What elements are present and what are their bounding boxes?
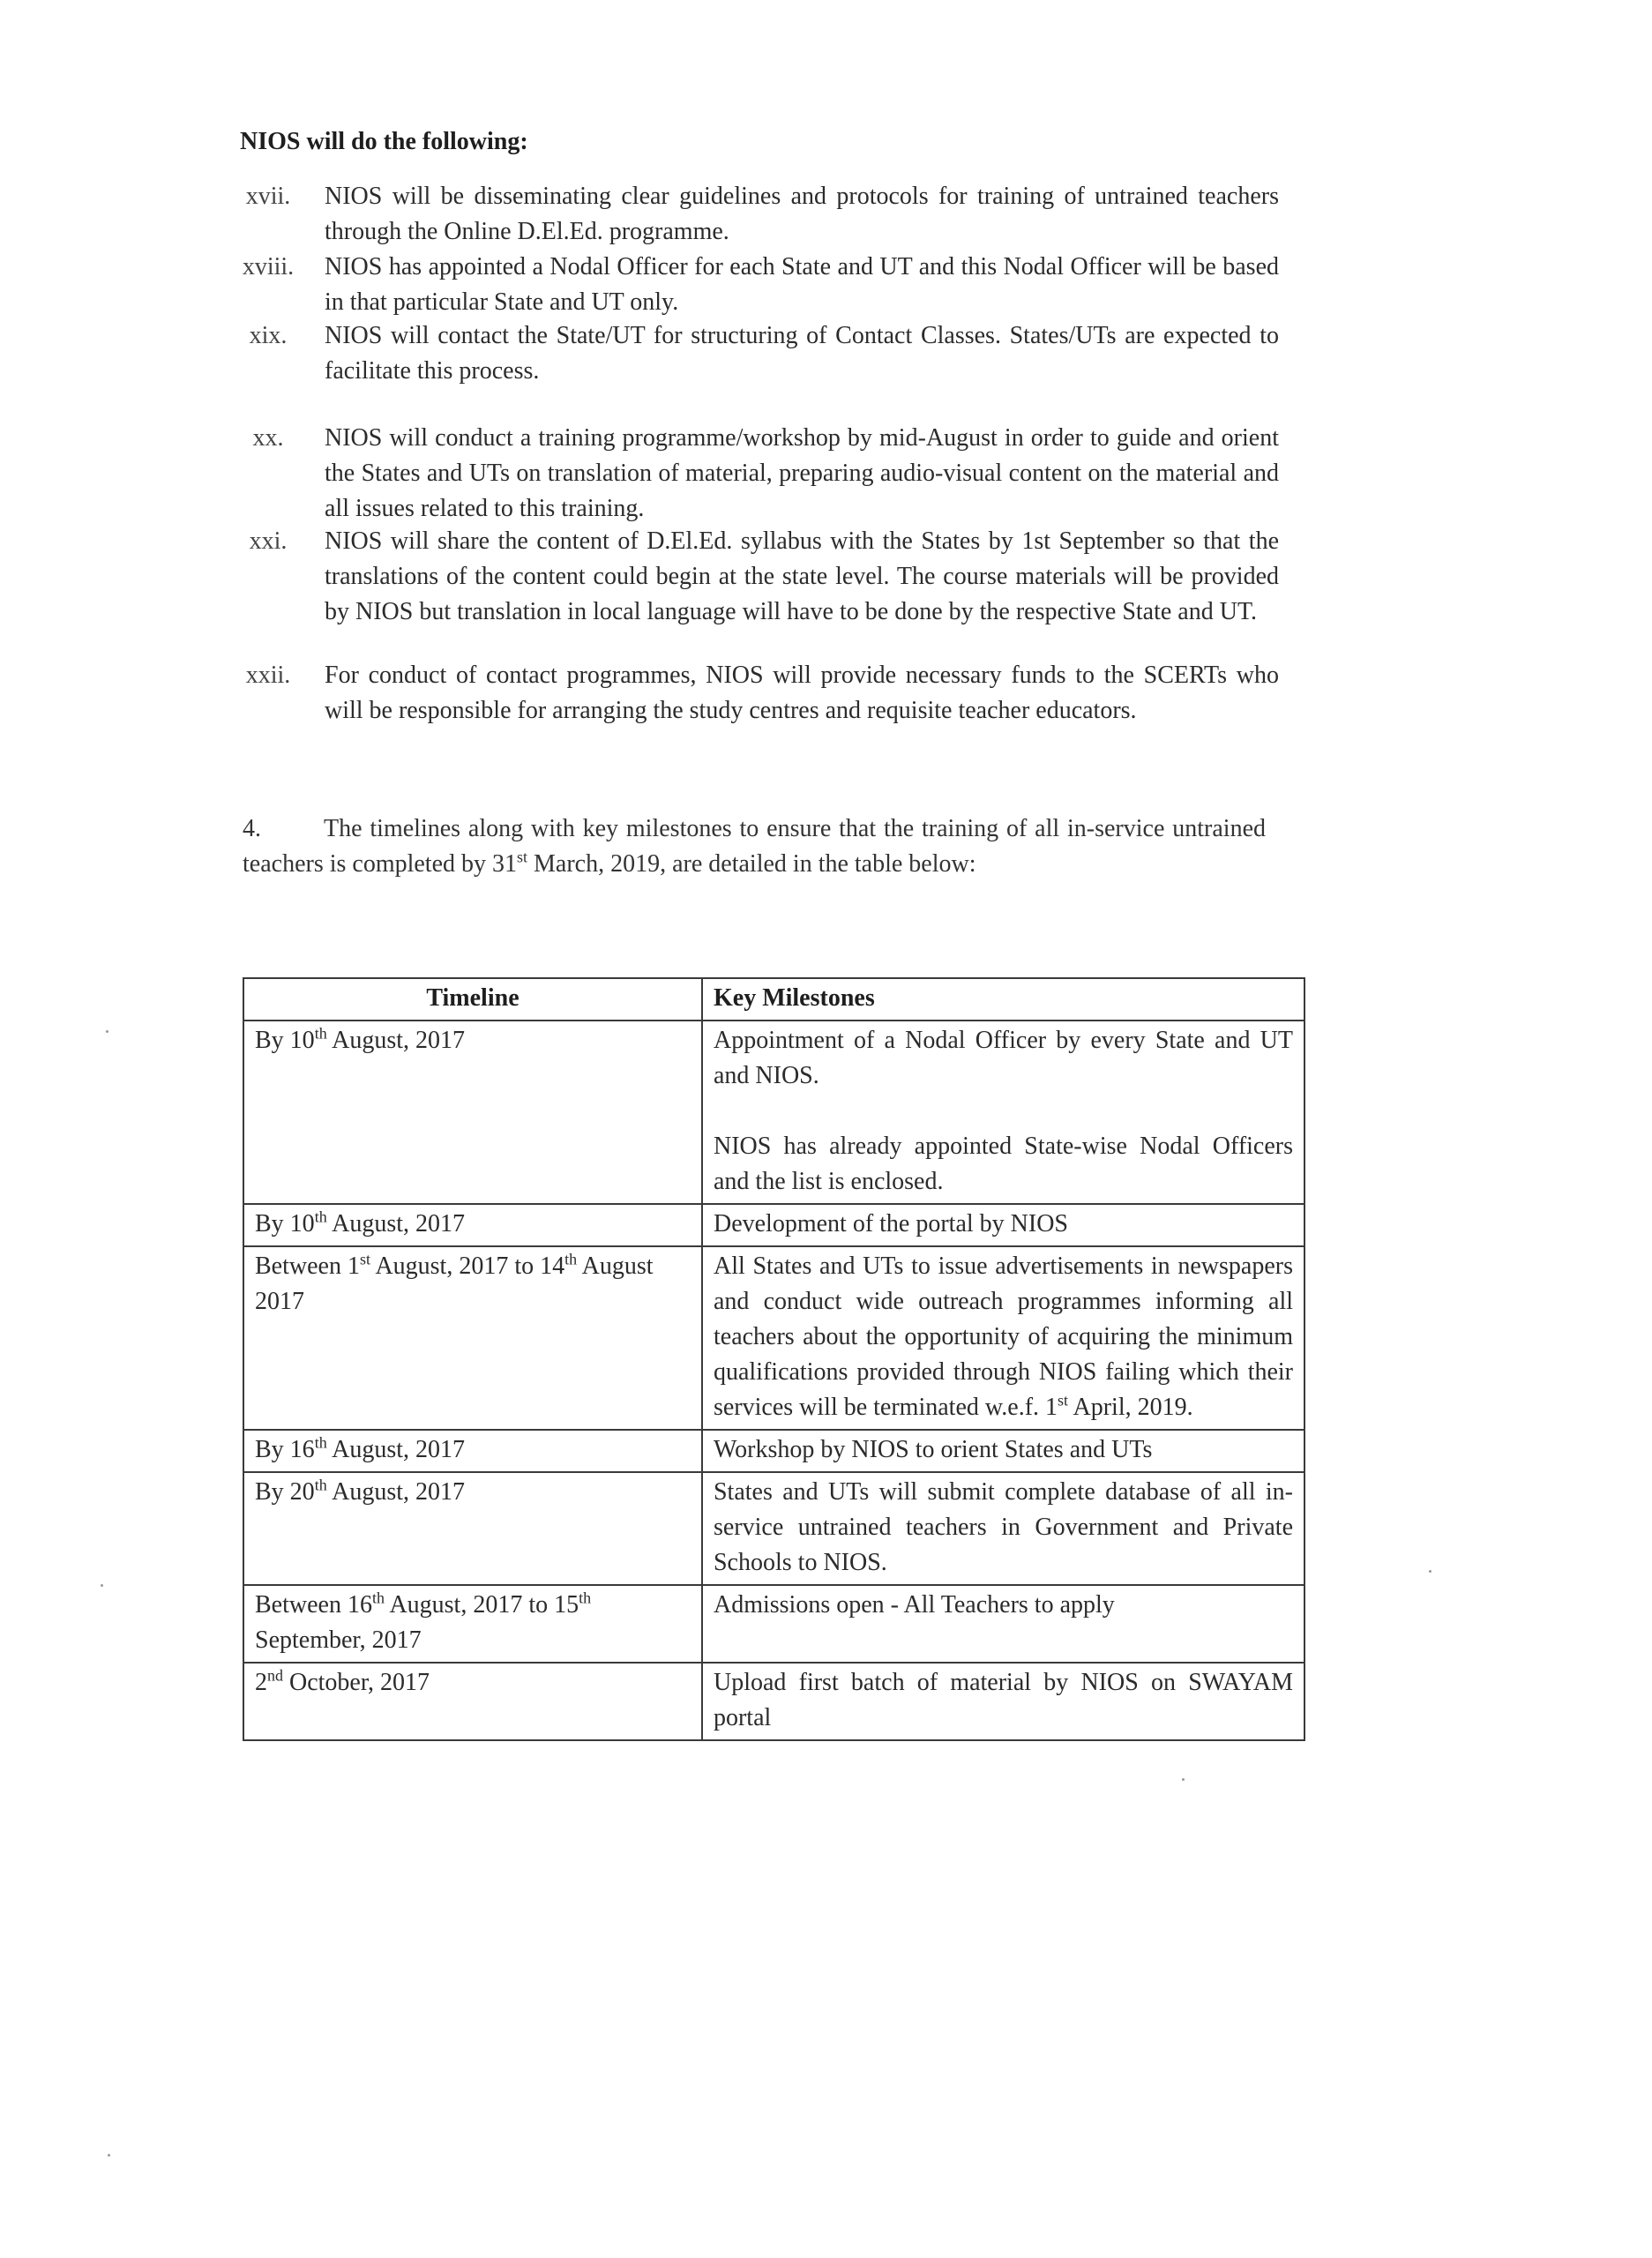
list-item-text: For conduct of contact programmes, NIOS will provide necessary funds to the SCERTs who will be responsible for arranging the study centres and requisite teacher educators. bbox=[325, 662, 1279, 724]
list-item-text: NIOS will be disseminating clear guidelines and protocols for training of untrained teachers through the Online D.El.Ed. programme. bbox=[325, 183, 1279, 245]
milestone-text: Admissions open - All Teachers to apply bbox=[713, 1591, 1115, 1619]
paragraph-text: The timelines along with key milestones to ensure that the training of all in-service untrained teachers is completed by 31 bbox=[243, 815, 1266, 878]
milestone-text: Workshop by NIOS to orient States and UTs bbox=[713, 1436, 1153, 1463]
timeline-text: Between 16 bbox=[255, 1591, 372, 1619]
list-item-number: xxii. bbox=[245, 662, 291, 689]
timeline-sup: th bbox=[314, 1208, 327, 1226]
table-row bbox=[243, 1021, 1304, 1204]
table-row bbox=[243, 1663, 1304, 1740]
list-item-xxii bbox=[212, 658, 1279, 729]
table-header-row bbox=[243, 978, 1304, 1021]
timeline-cell bbox=[243, 1204, 702, 1246]
scan-speck bbox=[1429, 1570, 1431, 1573]
milestone-text: All States and UTs to issue advertisements in newspapers and conduct wide outreach programmes informing all teachers about the opportunity of acquiring the minimum qualifications provided through NIOS failing which their services will be terminated w.e.f. 1 bbox=[713, 1252, 1293, 1421]
list-item-text: NIOS will conduct a training programme/workshop by mid-August in order to guide and orient the States and UTs on translation of material, preparing audio-visual content on the material and all issues related to this training. bbox=[325, 424, 1279, 522]
timeline-cell bbox=[243, 1021, 702, 1204]
column-header-key-milestones: Key Milestones bbox=[702, 978, 1304, 1021]
section-heading: NIOS will do the following: bbox=[240, 128, 528, 155]
list-item-number: xxi. bbox=[249, 527, 288, 555]
scan-speck bbox=[101, 1584, 103, 1587]
list-item-text: NIOS will contact the State/UT for structuring of Contact Classes. States/UTs are expected to facilitate this process. bbox=[325, 322, 1279, 385]
list-item-xviii bbox=[212, 250, 1279, 320]
list-item-xx bbox=[212, 421, 1279, 527]
timeline-cell bbox=[243, 1472, 702, 1585]
scan-speck bbox=[1182, 1778, 1185, 1781]
timeline-text: Between 1 bbox=[255, 1252, 360, 1280]
timeline-text: By 10 bbox=[255, 1210, 315, 1237]
list-item-number: xviii. bbox=[242, 253, 295, 280]
timeline-text: By 16 bbox=[255, 1436, 315, 1463]
timeline-sup: st bbox=[359, 1250, 370, 1268]
milestone-text: Upload first batch of material by NIOS on SWAYAM portal bbox=[713, 1669, 1293, 1731]
column-header-timeline: Timeline bbox=[243, 978, 702, 1021]
timeline-text: August, 2017 bbox=[326, 1478, 466, 1506]
timeline-cell bbox=[243, 1585, 702, 1663]
milestone-text: April, 2019. bbox=[1068, 1394, 1193, 1421]
timeline-sup: nd bbox=[267, 1666, 283, 1685]
paragraph-gap bbox=[714, 1094, 1293, 1129]
table-row bbox=[243, 1585, 1304, 1663]
milestone-text: States and UTs will submit complete database of all in-service untrained teachers in Government and Private Schools to NIOS. bbox=[713, 1478, 1293, 1576]
milestone-cell bbox=[702, 1021, 1304, 1204]
milestone-cell bbox=[702, 1472, 1304, 1585]
milestone-text: NIOS has already appointed State-wise Nodal Officers and the list is enclosed. bbox=[713, 1133, 1293, 1195]
milestone-sup: st bbox=[1058, 1391, 1069, 1409]
timeline-text: October, 2017 bbox=[283, 1669, 430, 1696]
timeline-sup: th bbox=[579, 1589, 592, 1607]
milestone-text: Development of the portal by NIOS bbox=[713, 1210, 1069, 1237]
table-row bbox=[243, 1246, 1304, 1430]
timeline-text: August, 2017 to 15 bbox=[384, 1591, 579, 1619]
list-item-number: xvii. bbox=[245, 183, 291, 210]
timeline-text: September, 2017 bbox=[255, 1626, 422, 1654]
milestones-table bbox=[243, 977, 1305, 1741]
list-item-number: xx. bbox=[252, 424, 284, 452]
timeline-sup: th bbox=[314, 1476, 327, 1494]
table-row bbox=[243, 1472, 1304, 1585]
timeline-text: 2 bbox=[255, 1669, 267, 1696]
list-item-xix bbox=[212, 318, 1279, 389]
table-row bbox=[243, 1430, 1304, 1472]
timeline-text: By 20 bbox=[255, 1478, 315, 1506]
list-item-xvii bbox=[212, 179, 1279, 250]
paragraph-number: 4. bbox=[243, 815, 261, 842]
list-item-text: NIOS has appointed a Nodal Officer for each State and UT and this Nodal Officer will be based in that particular State and UT only. bbox=[325, 253, 1279, 316]
timeline-text: August, 2017 bbox=[326, 1436, 466, 1463]
timeline-sup: th bbox=[314, 1024, 327, 1043]
table-row bbox=[243, 1204, 1304, 1246]
timeline-text: August 2017 bbox=[255, 1252, 654, 1315]
list-item-xxi bbox=[212, 524, 1279, 630]
timeline-cell bbox=[243, 1246, 702, 1430]
timeline-text: August, 2017 bbox=[326, 1027, 466, 1054]
scan-speck bbox=[108, 2154, 110, 2157]
milestone-cell bbox=[702, 1246, 1304, 1430]
timeline-sup: th bbox=[314, 1433, 327, 1452]
timeline-cell bbox=[243, 1663, 702, 1740]
timeline-text: By 10 bbox=[255, 1027, 315, 1054]
milestone-cell bbox=[702, 1430, 1304, 1472]
timeline-cell bbox=[243, 1430, 702, 1472]
paragraph-text-end: March, 2019, are detailed in the table below: bbox=[527, 850, 976, 878]
timeline-text: August, 2017 to 14 bbox=[370, 1252, 565, 1280]
paragraph-4 bbox=[243, 811, 1266, 882]
list-item-number: xix. bbox=[249, 322, 288, 349]
timeline-sup: th bbox=[564, 1250, 578, 1268]
milestone-text: Appointment of a Nodal Officer by every State and UT and NIOS. bbox=[713, 1027, 1293, 1089]
paragraph-sup: st bbox=[517, 848, 528, 866]
list-item-text: NIOS will share the content of D.El.Ed. syllabus with the States by 1st September so that the translations of the content could begin at the state level. The course materials will be provided by NIOS but translation in local language will have to be done by the respective State and UT. bbox=[325, 527, 1279, 625]
timeline-text: August, 2017 bbox=[326, 1210, 466, 1237]
milestone-cell bbox=[702, 1663, 1304, 1740]
milestone-cell bbox=[702, 1204, 1304, 1246]
table-body bbox=[243, 1021, 1304, 1740]
timeline-sup: th bbox=[371, 1589, 385, 1607]
scan-speck bbox=[106, 1030, 108, 1033]
milestone-cell bbox=[702, 1585, 1304, 1663]
